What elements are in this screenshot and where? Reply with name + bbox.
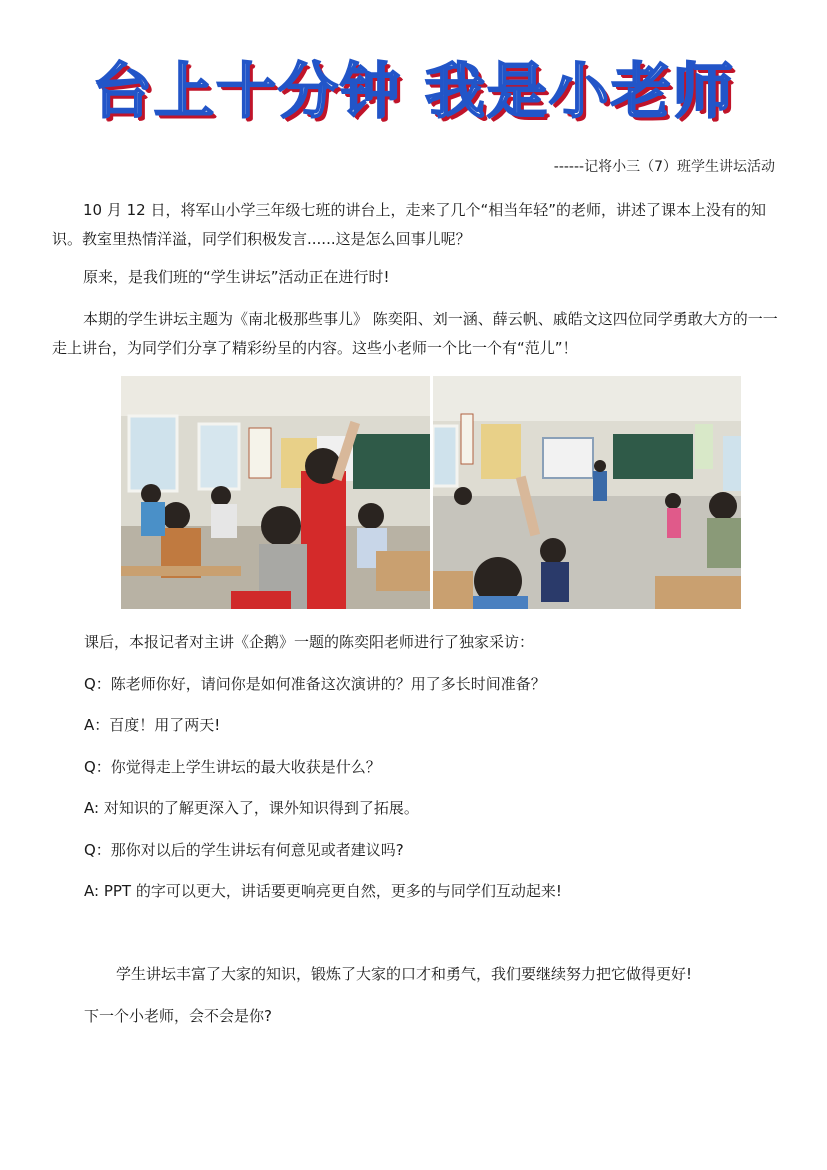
closing-question: 下一个小老师，会不会是你?	[84, 1007, 272, 1025]
interview-intro: 课后，本报记者对主讲《企鹅》一题的陈奕阳老师进行了独家采访：	[84, 633, 535, 651]
paragraph-intro: 10 月 12 日，将军山小学三年级七班的讲台上，走来了几个“相当年轻”的老师，讲述了课本上没有的知识。教室里热情洋溢，同学们积极发言......这是怎么回事儿呢？	[52, 201, 767, 248]
closing-paragraph: 学生讲坛丰富了大家的知识，锻炼了大家的口才和勇气，我们要继续努力把它做得更好!	[116, 965, 693, 983]
paragraph-explanation: 原来，是我们班的“学生讲坛”活动正在进行时!	[83, 268, 390, 286]
interview-answer-2: A: 对知识的了解更深入了，课外知识得到了拓展。	[84, 799, 419, 817]
paragraph-topic: 本期的学生讲坛主题为《南北极那些事儿》 陈奕阳、刘一涵、薛云帆、戚皓文这四位同学勇敢大方的一一走上讲台，为同学们分享了精彩纷呈的内容。这些小老师一个比一个有“范儿”！	[52, 310, 778, 357]
interview-question-1: Q：陈老师你好，请问你是如何准备这次演讲的？用了多长时间准备？	[84, 675, 546, 693]
interview-question-2: Q：你觉得走上学生讲坛的最大收获是什么？	[84, 758, 381, 776]
interview-answer-3: A: PPT 的字可以更大，讲话要更响亮更自然，更多的与同学们互动起来!	[84, 882, 562, 900]
classroom-photo-left	[121, 376, 430, 609]
interview-question-3: Q：那你对以后的学生讲坛有何意见或者建议吗?	[84, 841, 404, 859]
interview-answer-1: A：百度！用了两天!	[84, 716, 221, 734]
subtitle: ------记将小三（7）班学生讲坛活动	[553, 159, 775, 175]
page-title: 台上十分钟 我是小老师	[92, 57, 735, 127]
classroom-photo-right	[433, 376, 741, 609]
